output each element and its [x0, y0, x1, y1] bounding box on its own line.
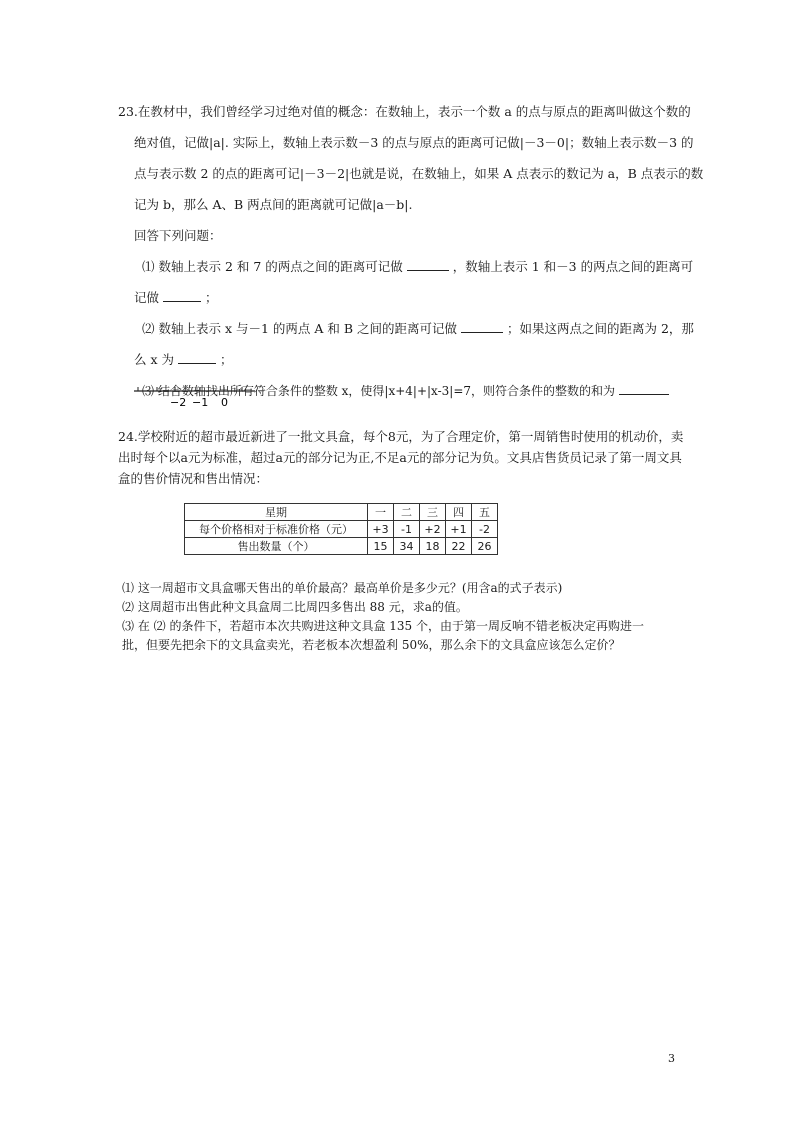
- q24-sub3-line-2: 批，但要先把余下的文具盒卖光，若老板本次想盈利 50%，那么余下的文具盒应该怎么定价？: [122, 638, 621, 652]
- q23-paragraph-line-2: 绝对值，记做|a|. 实际上，数轴上表示数－3 的点与原点的距离可记做|－3－0|；数轴上表示数－3 的: [134, 135, 694, 150]
- sales-table: [184, 503, 498, 555]
- q23-sub1-text-d: ；: [204, 290, 218, 305]
- axis-label: −2: [170, 396, 187, 409]
- q23-sub2-line-2: [118, 351, 688, 382]
- axis-label: 0: [221, 396, 228, 409]
- table-cell: -2: [472, 521, 498, 538]
- table-cell: 15: [368, 538, 394, 555]
- q23-sub1-line-2: [118, 289, 688, 320]
- number-line: [130, 383, 290, 413]
- q23-answer-intro: 回答下列问题：: [134, 228, 222, 243]
- table-row-label: 每个价格相对于标准价格（元）: [185, 521, 368, 538]
- table-cell: +1: [446, 521, 472, 538]
- table-cell: +3: [368, 521, 394, 538]
- table-row: [185, 521, 498, 538]
- table-day-header: 四: [446, 504, 472, 521]
- q23-paragraph-line-1: 23.在教材中，我们曾经学习过绝对值的概念：在数轴上，表示一个数 a 的点与原点的距离叫做这个数的: [118, 104, 691, 119]
- q23-paragraph-line-3: 点与表示数 2 的点的距离可记|－3－2|也就是说，在数轴上，如果 A 点表示的数记为 a，B 点表示的数: [134, 166, 704, 181]
- q23-sub1-text-c: 记做: [134, 290, 160, 305]
- q23-sub2-text-d: ；: [219, 352, 233, 367]
- q24-sub2: ⑵ 这周超市出售此种文具盒周二比周四多售出 88 元，求a的值。: [122, 600, 468, 614]
- q23-paragraph-line-4: 记为 b，那么 A、B 两点间的距离就可记做|a－b|.: [134, 197, 413, 212]
- table-cell: 34: [394, 538, 420, 555]
- q23-sub2-line-1: [118, 320, 694, 351]
- answer-blank-5[interactable]: [619, 382, 669, 395]
- table-cell: +2: [420, 521, 446, 538]
- axis-label: −1: [192, 396, 209, 409]
- question-23: [118, 103, 704, 413]
- answer-blank-1[interactable]: [407, 258, 449, 271]
- table-row-label: 售出数量（个）: [185, 538, 368, 555]
- q23-sub2-text-b: ；如果这两点之间的距离为 2，那: [506, 321, 694, 336]
- q23-sub2-text-c: 么 x 为: [134, 352, 174, 367]
- q24-sub1: ⑴ 这一周超市文具盒哪天售出的单价最高？最高单价是多少元？(用含a的式子表示): [122, 581, 563, 595]
- q23-sub1-line-1: [118, 258, 694, 289]
- question-24: [118, 428, 688, 491]
- table-cell: 26: [472, 538, 498, 555]
- table-day-header: 五: [472, 504, 498, 521]
- table-day-header: 二: [394, 504, 420, 521]
- page-number: 3: [668, 1052, 675, 1065]
- q23-sub3-text: ⑶ 结合数轴找出所有符合条件的整数 x，使得|x+4|+|x-3|=7，则符合条件的整数的和为: [142, 384, 616, 398]
- answer-blank-4[interactable]: [178, 351, 216, 364]
- q23-sub1-text-b: ，数轴上表示 1 和－3 的两点之间的距离可: [452, 259, 694, 274]
- answer-blank-3[interactable]: [461, 320, 503, 333]
- table-cell: -1: [394, 521, 420, 538]
- table-row: [185, 504, 498, 521]
- q24-sub3-line-1: ⑶ 在 ⑵ 的条件下，若超市本次共购进这种文具盒 135 个，由于第一周反响不错老板决定再购进一: [122, 619, 644, 633]
- q23-sub1-text-a: ⑴ 数轴上表示 2 和 7 的两点之间的距离可记做: [142, 259, 403, 274]
- q23-sub2-text-a: ⑵ 数轴上表示 x 与－1 的两点 A 和 B 之间的距离可记做: [142, 321, 458, 336]
- q24-paragraph-line-3: 盒的售价情况和售出情况：: [118, 471, 269, 486]
- table-header-label: 星期: [185, 504, 368, 521]
- table-day-header: 一: [368, 504, 394, 521]
- table-cell: 22: [446, 538, 472, 555]
- table-cell: 18: [420, 538, 446, 555]
- table-row: [185, 538, 498, 555]
- table-day-header: 三: [420, 504, 446, 521]
- answer-blank-2[interactable]: [163, 289, 201, 302]
- q24-paragraph-line-1: 24.学校附近的超市最近新进了一批文具盒，每个8元，为了合理定价，第一周销售时使用的机动价，卖: [118, 429, 684, 444]
- q24-paragraph-line-2: 出时每个以a元为标准，超过a元的部分记为正,不足a元的部分记为负。文具店售货员记录了第一周文具: [118, 450, 682, 465]
